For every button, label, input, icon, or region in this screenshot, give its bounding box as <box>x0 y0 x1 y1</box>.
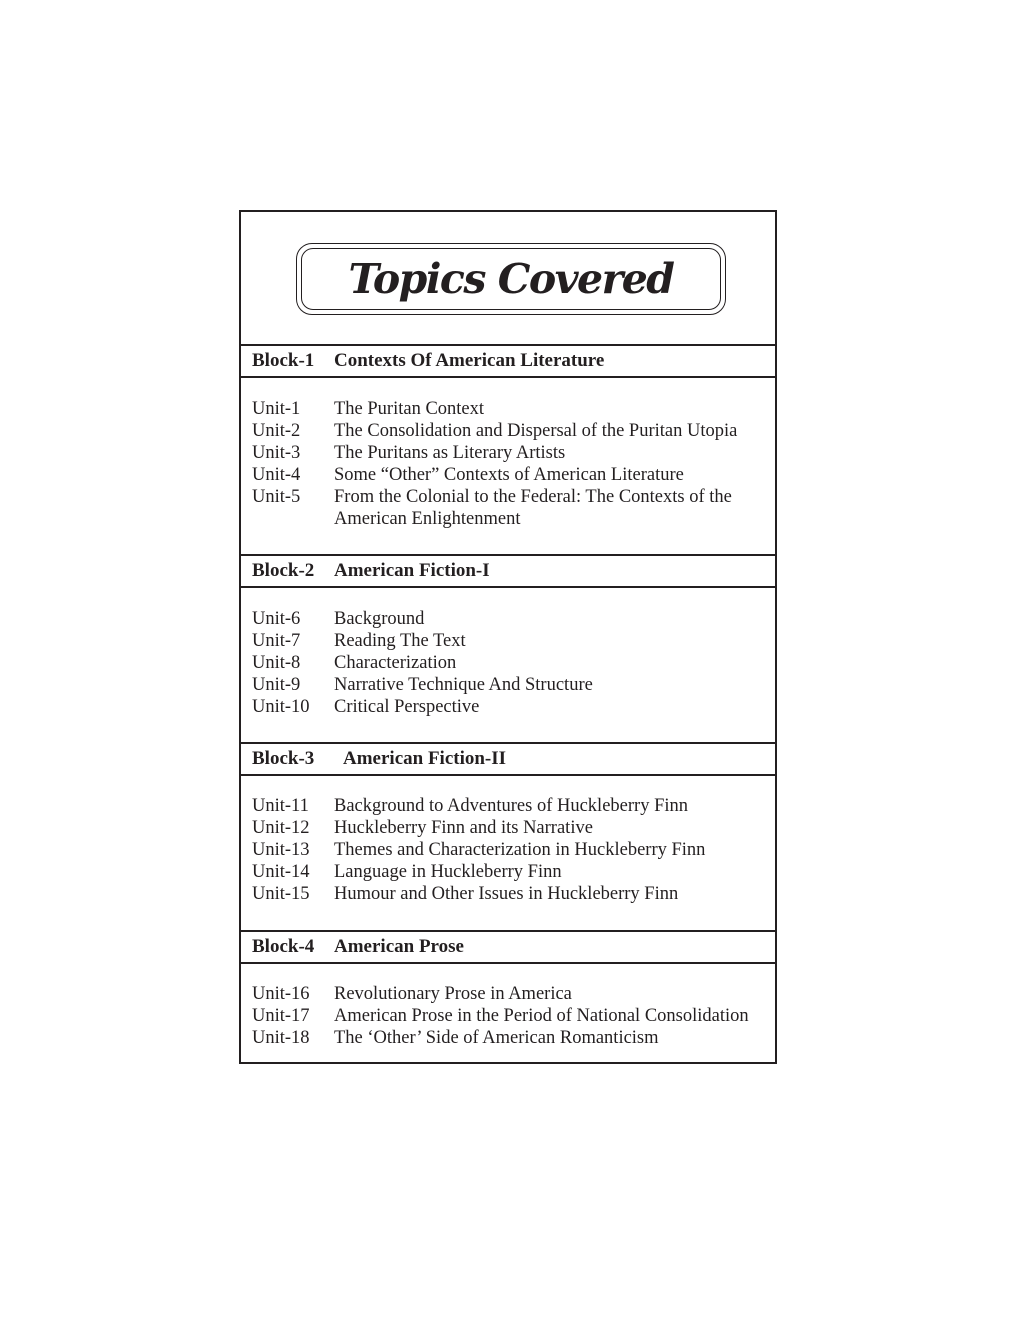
unit-title: Reading The Text <box>334 631 466 651</box>
unit-row <box>241 674 775 696</box>
unit-row <box>241 398 775 420</box>
unit-number: Unit-4 <box>252 465 301 485</box>
unit-list-2 <box>241 608 775 718</box>
unit-number: Unit-6 <box>252 609 301 629</box>
unit-title: Revolutionary Prose in America <box>334 984 572 1004</box>
unit-row <box>241 795 775 817</box>
unit-row <box>241 696 775 718</box>
unit-row <box>241 817 775 839</box>
unit-number: Unit-16 <box>252 984 310 1004</box>
unit-number: Unit-11 <box>252 796 309 816</box>
topics-frame <box>239 210 777 1064</box>
block-header-2 <box>241 554 775 588</box>
unit-title: Critical Perspective <box>334 697 480 717</box>
block-label: Block-3 <box>252 748 315 769</box>
unit-title: Huckleberry Finn and its Narrative <box>334 818 593 838</box>
block-header-4 <box>241 930 775 964</box>
block-title: American Prose <box>334 936 464 957</box>
unit-title: American Enlightenment <box>334 509 521 529</box>
page-title: Topics Covered <box>348 254 674 303</box>
unit-number: Unit-1 <box>252 399 301 419</box>
block-title: American Fiction-II <box>343 748 507 769</box>
unit-number: Unit-10 <box>252 697 310 717</box>
unit-row <box>241 1027 775 1049</box>
title-inner-border <box>301 248 721 310</box>
unit-title: The ‘Other’ Side of American Romanticism <box>334 1028 659 1048</box>
unit-list-3 <box>241 795 775 905</box>
unit-row <box>241 652 775 674</box>
unit-number: Unit-15 <box>252 884 310 904</box>
unit-number: Unit-12 <box>252 818 310 838</box>
unit-number: Unit-8 <box>252 653 301 673</box>
unit-row <box>241 608 775 630</box>
unit-row <box>241 839 775 861</box>
block-label: Block-1 <box>252 350 315 371</box>
block-title: Contexts Of American Literature <box>334 350 605 371</box>
block-header-3 <box>241 742 775 776</box>
unit-row <box>241 983 775 1005</box>
unit-number: Unit-18 <box>252 1028 310 1048</box>
unit-row <box>241 883 775 905</box>
unit-title: Themes and Characterization in Huckleberry Finn <box>334 840 706 860</box>
unit-number: Unit-17 <box>252 1006 310 1026</box>
unit-title: Language in Huckleberry Finn <box>334 862 562 882</box>
unit-row <box>241 861 775 883</box>
unit-title: The Consolidation and Dispersal of the Puritan Utopia <box>334 421 738 441</box>
title-box <box>296 243 726 315</box>
block-label: Block-4 <box>252 936 315 957</box>
unit-row <box>241 420 775 442</box>
block-label: Block-2 <box>252 560 315 581</box>
unit-row <box>241 464 775 486</box>
unit-row <box>241 630 775 652</box>
unit-title: Characterization <box>334 653 457 673</box>
unit-title: Background to Adventures of Huckleberry Finn <box>334 796 688 816</box>
unit-number: Unit-9 <box>252 675 301 695</box>
unit-title: The Puritan Context <box>334 399 485 419</box>
unit-number: Unit-2 <box>252 421 301 441</box>
unit-row <box>241 486 775 508</box>
unit-number: Unit-5 <box>252 487 301 507</box>
block-header-1 <box>241 344 775 378</box>
unit-row-continuation <box>241 508 775 530</box>
unit-title: Humour and Other Issues in Huckleberry Finn <box>334 884 679 904</box>
unit-title: The Puritans as Literary Artists <box>334 443 566 463</box>
unit-title: Some “Other” Contexts of American Literature <box>334 465 684 485</box>
unit-title: From the Colonial to the Federal: The Contexts of the <box>334 487 732 507</box>
unit-number: Unit-7 <box>252 631 301 651</box>
unit-title: American Prose in the Period of National Consolidation <box>334 1006 749 1026</box>
unit-number: Unit-14 <box>252 862 310 882</box>
unit-number: Unit-13 <box>252 840 310 860</box>
unit-title: Background <box>334 609 425 629</box>
unit-title: Narrative Technique And Structure <box>334 675 593 695</box>
unit-list-1 <box>241 398 775 530</box>
unit-row <box>241 1005 775 1027</box>
unit-number: Unit-3 <box>252 443 301 463</box>
unit-list-4 <box>241 983 775 1049</box>
unit-row <box>241 442 775 464</box>
block-title: American Fiction-I <box>334 560 490 581</box>
